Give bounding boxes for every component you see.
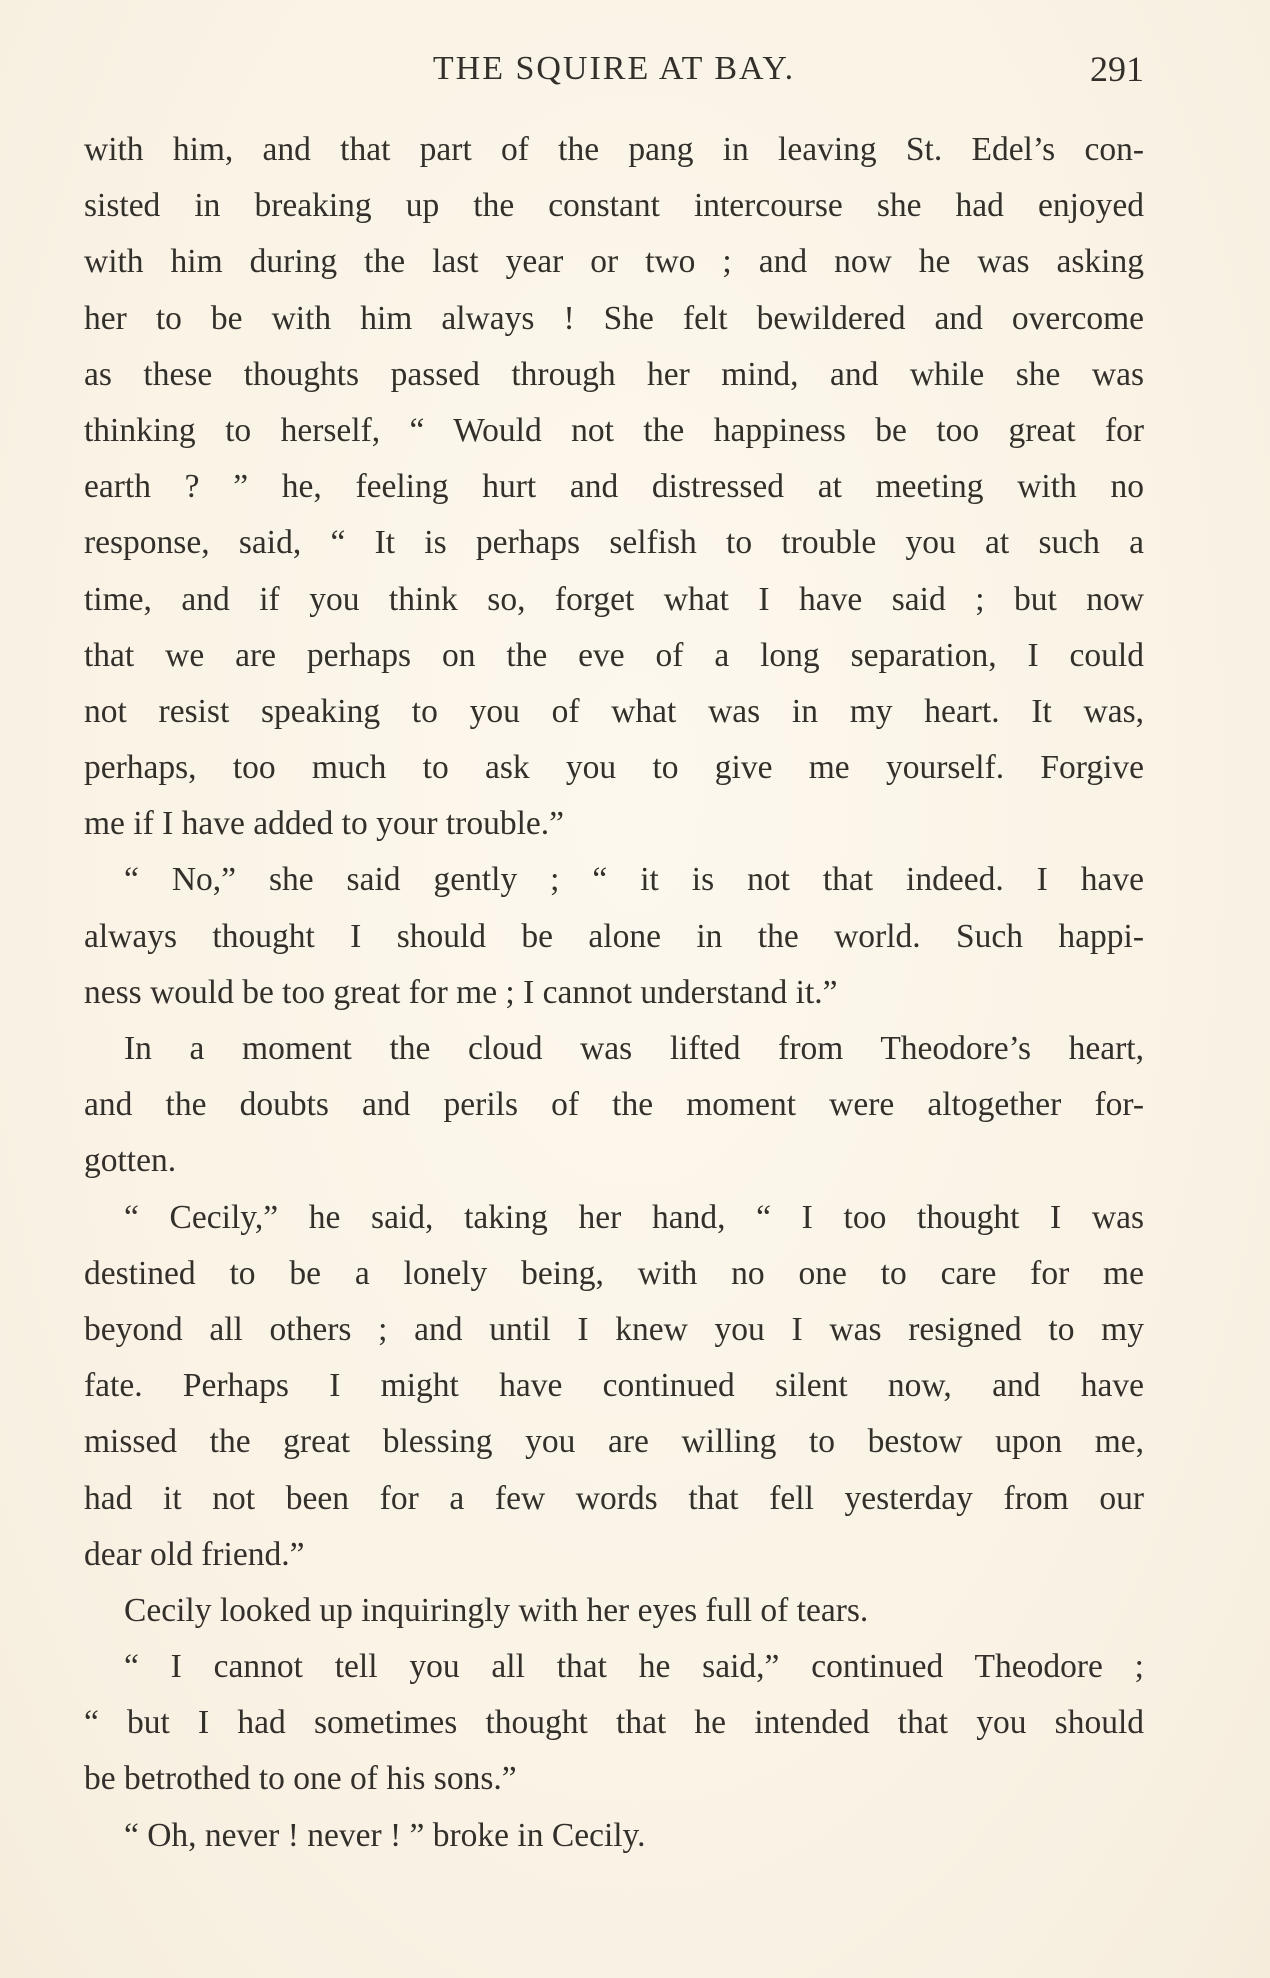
text-line: earth ? ” he, feeling hurt and distressed at meeting with no <box>84 468 1144 506</box>
text-line: missed the great blessing you are willing to bestow upon me, <box>84 1423 1144 1461</box>
text-line: beyond all others ; and until I knew you I was resigned to my <box>84 1310 1144 1348</box>
text-line: her to be with him always ! She felt bewildered and overcome <box>84 299 1144 337</box>
text-line: “ Cecily,” he said, taking her hand, “ I too thought I was <box>124 1198 1144 1236</box>
text-line: not resist speaking to you of what was in my heart. It was, <box>84 692 1144 730</box>
running-title: THE SQUIRE AT BAY. <box>432 50 796 87</box>
text-line: “ Oh, never ! never ! ” broke in Cecily. <box>124 1816 646 1854</box>
text-line: be betrothed to one of his sons.” <box>84 1760 517 1798</box>
body-text <box>84 122 1144 1864</box>
text-line: me if I have added to your trouble.” <box>84 805 564 843</box>
text-line: sisted in breaking up the constant intercourse she had enjoyed <box>84 187 1144 225</box>
running-head <box>84 44 1144 94</box>
text-line: thinking to herself, “ Would not the happiness be too great for <box>84 411 1144 449</box>
text-line: as these thoughts passed through her mind, and while she was <box>84 355 1144 393</box>
text-line: Cecily looked up inquiringly with her eyes full of tears. <box>124 1591 869 1629</box>
text-line: had it not been for a few words that fell yesterday from our <box>84 1479 1144 1517</box>
text-line: with him, and that part of the pang in leaving St. Edel’s con- <box>84 131 1144 168</box>
text-line: gotten. <box>84 1142 177 1180</box>
page-number: 291 <box>1090 49 1144 89</box>
text-line: In a moment the cloud was lifted from Theodore’s heart, <box>124 1030 1144 1067</box>
text-line: always thought I should be alone in the world. Such happi- <box>84 917 1144 955</box>
text-line: “ but I had sometimes thought that he intended that you should <box>84 1704 1144 1742</box>
text-line: “ I cannot tell you all that he said,” continued Theodore ; <box>124 1648 1144 1686</box>
text-line: response, said, “ It is perhaps selfish to trouble you at such a <box>84 524 1144 562</box>
text-line: and the doubts and perils of the moment were altogether for- <box>84 1086 1144 1124</box>
text-line: time, and if you think so, forget what I have said ; but now <box>84 580 1144 618</box>
text-line: with him during the last year or two ; and now he was asking <box>84 243 1144 281</box>
text-line: dear old friend.” <box>84 1535 305 1573</box>
text-line: that we are perhaps on the eve of a long separation, I could <box>84 636 1144 674</box>
text-line: “ No,” she said gently ; “ it is not that indeed. I have <box>124 861 1144 899</box>
text-line: fate. Perhaps I might have continued silent now, and have <box>84 1367 1144 1405</box>
text-line: ness would be too great for me ; I cannot understand it.” <box>84 973 838 1011</box>
text-line: perhaps, too much to ask you to give me yourself. Forgive <box>84 749 1144 787</box>
text-line: destined to be a lonely being, with no one to care for me <box>84 1254 1144 1292</box>
